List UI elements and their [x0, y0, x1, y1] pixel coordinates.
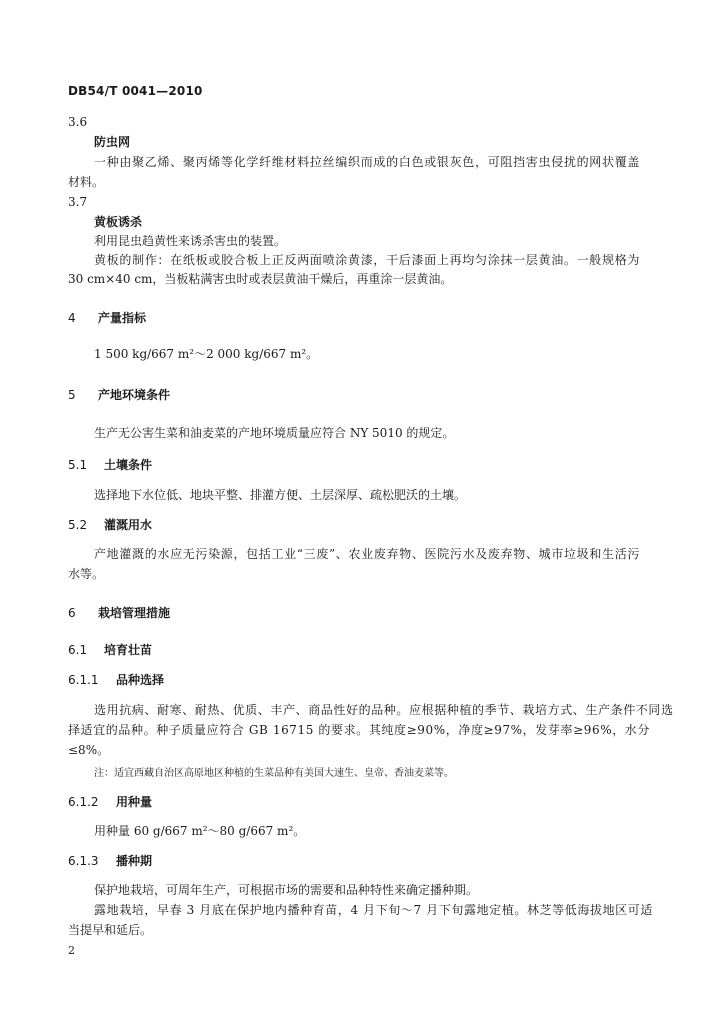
section-5-1-heading — [68, 456, 152, 474]
clause-3-7-number: 3.7 — [68, 195, 88, 209]
section-5-2-text-line2: 水等。 — [68, 567, 105, 581]
section-5-2-title: 灌溉用水 — [104, 518, 153, 532]
section-5-1-title: 土壤条件 — [104, 458, 153, 472]
clause-3-6-number: 3.6 — [68, 115, 88, 129]
section-4-title: 产量指标 — [98, 311, 147, 325]
section-6-1-3-title: 播种期 — [116, 854, 153, 868]
section-6-number: 6 — [68, 606, 76, 620]
section-5-text: 生产无公害生菜和油麦菜的产地环境质量应符合 NY 5010 的规定。 — [94, 426, 455, 440]
term-3-7-make-line1: 黄板的制作：在纸板或胶合板上正反两面喷涂黄漆，干后漆面上再均匀涂抹一层黄油。一般规格为 — [94, 253, 640, 267]
section-6-1-3-para1: 保护地栽培，可周年生产，可根据市场的需要和品种特性来确定播种期。 — [94, 883, 479, 897]
section-5-2-heading — [68, 516, 152, 534]
section-6-1-1-note: 注：适宜西藏自治区高原地区种植的生菜品种有美国大速生、皇帝、香油麦菜等。 — [94, 768, 454, 779]
section-6-heading — [68, 604, 170, 622]
section-6-1-1-text-line2: 择适宜的品种。种子质量应符合 GB 16715 的要求。其纯度≥90%，净度≥97%，发芽率≥96%，水分 — [68, 723, 651, 737]
section-6-1-1-text-line3: ≤8%。 — [68, 743, 110, 757]
section-6-1-3-heading — [68, 852, 152, 870]
section-6-1-3-para2-line2: 当提早和延后。 — [68, 923, 153, 937]
term-3-7-definition: 利用昆虫趋黄性来诱杀害虫的装置。 — [94, 234, 287, 248]
term-3-6-definition-line1: 一种由聚乙烯、聚丙烯等化学纤维材料拉丝编织而成的白色或银灰色，可阻挡害虫侵扰的网状覆盖 — [94, 155, 640, 169]
section-6-title: 栽培管理措施 — [98, 606, 171, 620]
section-5-2-text-line1: 产地灌溉的水应无污染源，包括工业“三废”、农业废弃物、医院污水及废弃物、城市垃圾和生活污 — [94, 547, 640, 561]
term-3-6-definition-line2: 材料。 — [68, 175, 105, 189]
section-6-1-2-title: 用种量 — [116, 795, 153, 809]
standard-code-header: DB54/T 0041—2010 — [68, 84, 203, 98]
section-4-heading — [68, 309, 146, 327]
section-6-1-title: 培育壮苗 — [104, 643, 153, 657]
section-6-1-1-heading — [68, 671, 164, 689]
page-number: 2 — [68, 944, 75, 957]
section-5-2-number: 5.2 — [68, 518, 88, 532]
section-6-1-number: 6.1 — [68, 643, 88, 657]
section-6-1-heading — [68, 641, 152, 659]
section-6-1-3-para2-line1: 露地栽培，早春 3 月底在保护地内播种育苗，4 月下旬～7 月下旬露地定植。林芝等低海拔地区可适 — [94, 903, 653, 917]
section-6-1-1-text-line1: 选用抗病、耐寒、耐热、优质、丰产、商品性好的品种。应根据种植的季节、栽培方式、生产条件不同选 — [94, 703, 674, 717]
section-5-heading — [68, 386, 170, 404]
section-4-number: 4 — [68, 311, 76, 325]
section-6-1-2-text: 用种量 60 g/667 m²～80 g/667 m²。 — [94, 824, 306, 838]
section-5-1-text: 选择地下水位低、地块平整、排灌方便、土层深厚、疏松肥沃的土壤。 — [94, 488, 467, 502]
section-5-number: 5 — [68, 388, 76, 402]
section-6-1-3-number: 6.1.3 — [68, 854, 99, 868]
term-3-7-make-line2: 30 cm×40 cm，当板粘满害虫时或表层黄油干燥后，再重涂一层黄油。 — [68, 272, 453, 286]
section-4-text: 1 500 kg/667 m²～2 000 kg/667 m²。 — [94, 347, 319, 361]
term-3-7-title: 黄板诱杀 — [94, 215, 143, 229]
term-3-6-title: 防虫网 — [94, 135, 131, 149]
section-6-1-2-number: 6.1.2 — [68, 795, 99, 809]
section-6-1-1-title: 品种选择 — [116, 673, 165, 687]
section-6-1-2-heading — [68, 793, 152, 811]
section-5-1-number: 5.1 — [68, 458, 88, 472]
section-6-1-1-number: 6.1.1 — [68, 673, 99, 687]
section-5-title: 产地环境条件 — [98, 388, 171, 402]
